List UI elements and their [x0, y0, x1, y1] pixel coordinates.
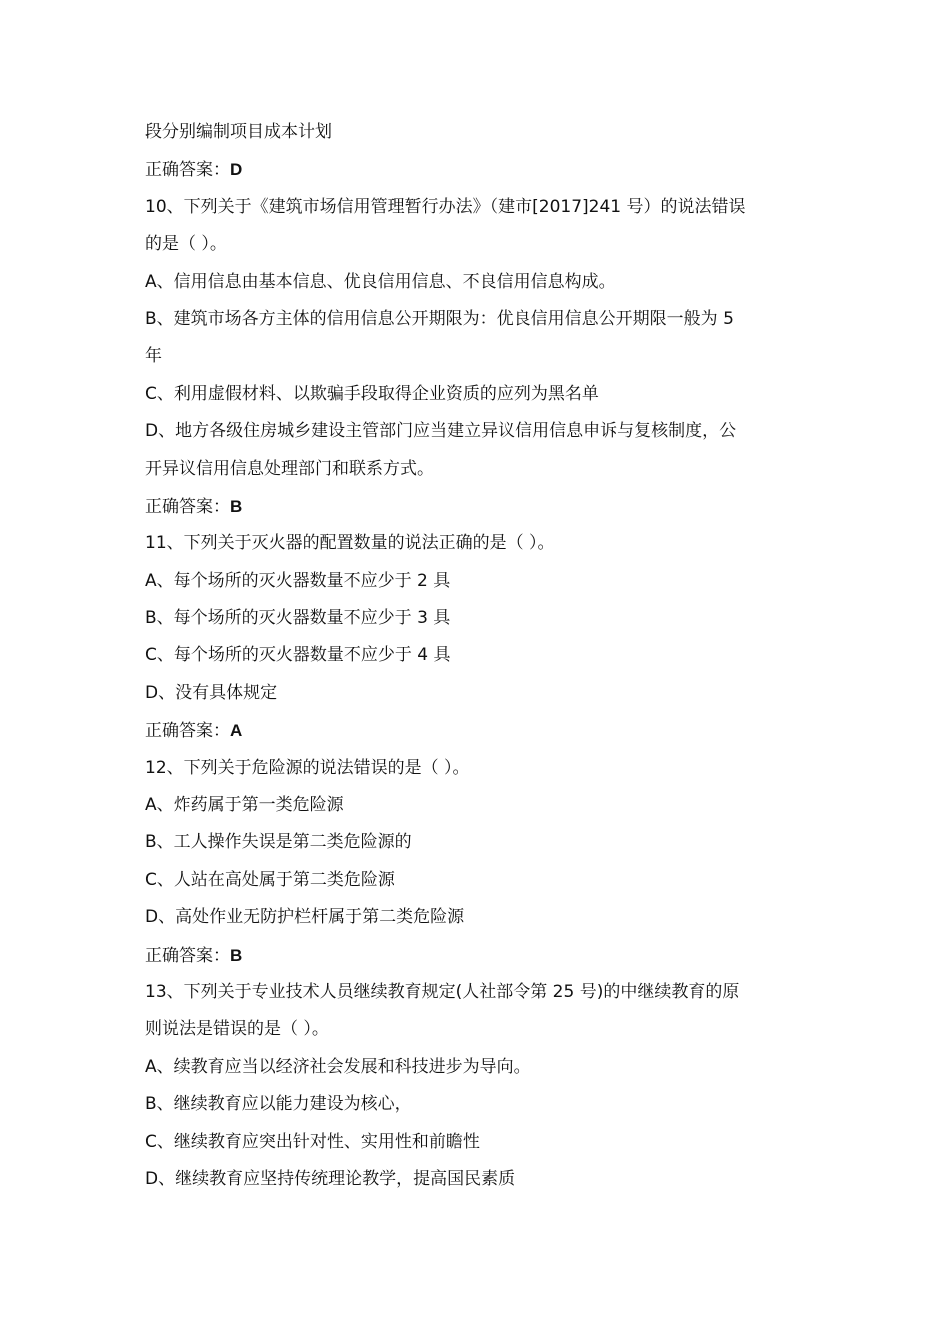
q12-option-c: C、人站在高处属于第二类危险源	[145, 869, 395, 890]
question-list	[145, 114, 807, 1198]
q11-option-c: C、每个场所的灭火器数量不应少于 4 具	[145, 645, 451, 666]
q11-option-d: D、没有具体规定	[145, 682, 278, 703]
q11-option-a: A、每个场所的灭火器数量不应少于 2 具	[145, 570, 451, 591]
q12-option-a: A、炸药属于第一类危险源	[145, 795, 344, 816]
q13-option-d: D、继续教育应坚持传统理论教学，提高国民素质	[145, 1168, 516, 1189]
q13-stem-line2: 则说法是错误的是（ ）。	[145, 1019, 329, 1040]
q9-option-continuation: 段分别编制项目成本计划	[145, 122, 332, 142]
answer-value: B	[230, 496, 243, 516]
answer-label: 正确答案：	[145, 945, 230, 966]
answer-value: B	[230, 945, 243, 965]
q13-option-c: C、继续教育应突出针对性、实用性和前瞻性	[145, 1131, 480, 1152]
q12-answer	[145, 937, 807, 974]
answer-label: 正确答案：	[145, 160, 230, 181]
q10-option-a: A、信用信息由基本信息、优良信用信息、不良信用信息构成。	[145, 271, 616, 292]
q10-option-d-line2: 开异议信用信息处理部门和联系方式。	[145, 458, 434, 479]
q11-answer	[145, 712, 807, 749]
q10-stem-line2: 的是（ ）。	[145, 234, 227, 255]
q10-stem-line1: 10、下列关于《建筑市场信用管理暂行办法》（建市[2017]241 号）的说法错误	[145, 196, 746, 217]
q10-answer	[145, 488, 807, 525]
q9-answer	[145, 151, 807, 188]
q11-option-b: B、每个场所的灭火器数量不应少于 3 具	[145, 608, 451, 629]
q13-option-b: B、继续教育应以能力建设为核心，	[145, 1094, 412, 1115]
answer-label: 正确答案：	[145, 721, 230, 742]
answer-label: 正确答案：	[145, 496, 230, 517]
q13-option-a: A、续教育应当以经济社会发展和科技进步为导向。	[145, 1056, 531, 1077]
q10-option-d-line1: D、地方各级住房城乡建设主管部门应当建立异议信用信息申诉与复核制度，公	[145, 421, 737, 442]
answer-value: A	[230, 721, 243, 741]
q13-stem-line1: 13、下列关于专业技术人员继续教育规定(人社部令第 25 号)的中继续教育的原	[145, 981, 740, 1002]
q11-stem: 11、下列关于灭火器的配置数量的说法正确的是（ ）。	[145, 533, 555, 554]
q12-stem: 12、下列关于危险源的说法错误的是（ ）。	[145, 757, 470, 778]
q10-option-c: C、利用虚假材料、以欺骗手段取得企业资质的应列为黑名单	[145, 383, 599, 404]
answer-value: D	[230, 160, 243, 180]
q12-option-d: D、高处作业无防护栏杆属于第二类危险源	[145, 907, 465, 928]
q10-option-b-line1: B、建筑市场各方主体的信用信息公开期限为：优良信用信息公开期限一般为 5	[145, 308, 734, 329]
q12-option-b: B、工人操作失误是第二类危险源的	[145, 832, 412, 853]
q10-option-b-line2: 年	[145, 346, 162, 367]
